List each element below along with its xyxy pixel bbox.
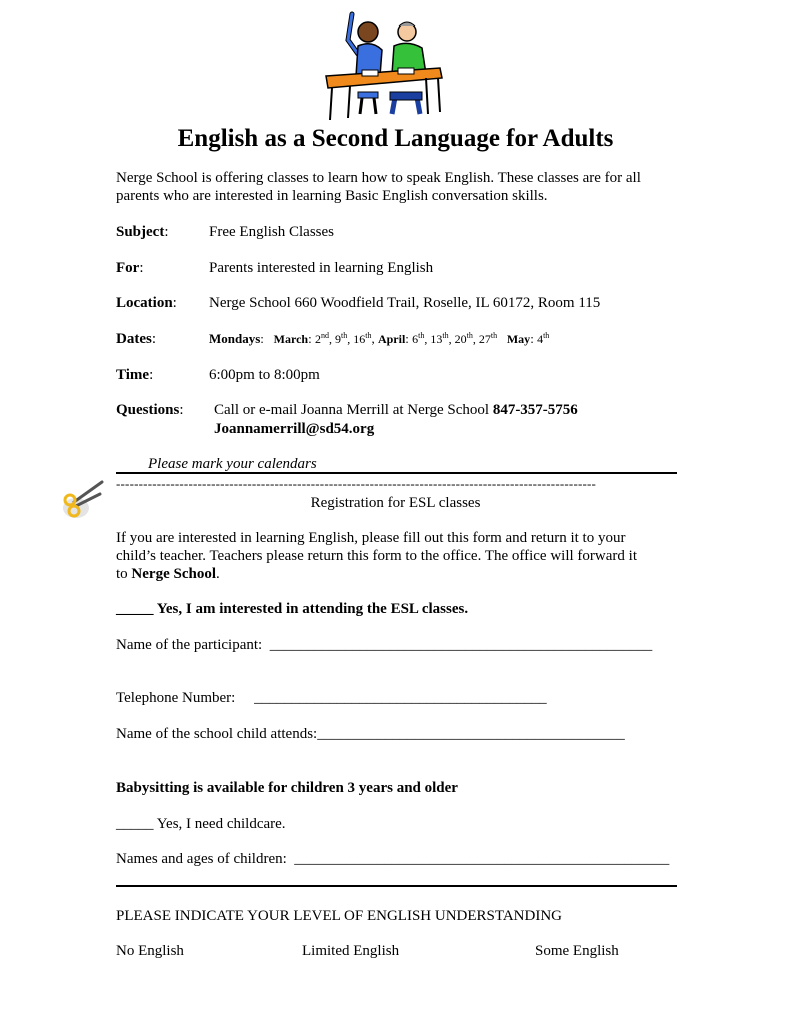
time-label: Time [116, 367, 150, 383]
questions-value [214, 401, 578, 419]
for-label: For [116, 260, 140, 276]
page-title: English as a Second Language for Adults [177, 125, 614, 152]
phone-label: Telephone Number: [116, 690, 236, 706]
registration-heading: Registration for ESL classes [310, 495, 481, 511]
level-option-none[interactable]: No English [116, 943, 184, 959]
date-item: 16th [353, 331, 372, 346]
subject-value: Free English Classes [209, 224, 334, 240]
calendar-note: Please mark your calendars [148, 456, 317, 472]
questions-text: Call or e-mail Joanna Merrill at Nerge School [214, 402, 490, 418]
dates-label: Dates [116, 331, 152, 347]
interest-text: Yes, I am interested in attending the ESL classes. [156, 601, 469, 617]
for-value: Parents interested in learning English [209, 260, 434, 276]
for-row: For: [116, 260, 144, 276]
time-row: Time: [116, 367, 154, 383]
instructions-line-3-pre: to [116, 566, 128, 582]
divider-top [116, 472, 677, 474]
level-option-limited[interactable]: Limited English [302, 943, 400, 959]
location-value: Nerge School 660 Woodfield Trail, Roselle, IL 60172, Room 115 [209, 295, 601, 311]
date-item: 9th [334, 331, 348, 346]
participant-label: Name of the participant: [116, 637, 263, 653]
participant-row [116, 636, 652, 654]
babysitting-note: Babysitting is available for children 3 years and older [116, 780, 458, 796]
dates-april-label: April [377, 332, 406, 346]
dates-march-list: 2nd, 9th, 16th [314, 331, 372, 346]
instructions-line-3-post: . [216, 566, 220, 582]
location-label: Location [116, 295, 173, 311]
phone-field[interactable]: _______________________________________ [254, 690, 547, 706]
questions-label: Questions [116, 402, 180, 418]
instructions-line-2: child’s teacher. Teachers please return this form to the office. The office will forward it [116, 548, 637, 564]
children-row [116, 850, 669, 868]
dates-may-label: May [506, 332, 531, 346]
time-value: 6:00pm to 8:00pm [209, 367, 320, 383]
subject-label: Subject [116, 224, 165, 240]
interest-row [116, 600, 468, 618]
cut-line: ---------------------------------------------------------------------------------------------------------- [116, 476, 597, 491]
date-item: 2nd [314, 331, 329, 346]
date-item: 20th [454, 331, 473, 346]
date-ordinal: nd [320, 331, 329, 340]
date-ordinal: th [365, 331, 372, 340]
dates-value: Mondays: March: 2nd, 9th, 16th, April: 6th, 13th, 20th, 27th May: 4th [209, 331, 550, 346]
subject-row: Subject: [116, 224, 169, 240]
intro-line-1: Nerge School is offering classes to learn how to speak English. These classes are for all [116, 170, 641, 186]
date-item: 6th [412, 331, 425, 346]
date-item: 27th [478, 331, 498, 346]
interest-blank[interactable]: _____ [116, 601, 154, 617]
childcare-blank[interactable]: _____ [116, 816, 154, 832]
participant-field[interactable]: ___________________________________________________ [269, 637, 653, 653]
date-ordinal: th [418, 331, 425, 340]
school-label: Name of the school child attends: [116, 726, 318, 742]
level-option-some[interactable]: Some English [535, 943, 619, 959]
dates-days-label: Mondays [209, 331, 261, 346]
intro-line-2: parents who are interested in learning Basic English conversation skills. [116, 188, 548, 204]
level-heading: PLEASE INDICATE YOUR LEVEL OF ENGLISH UNDERSTANDING [116, 908, 562, 924]
divider-bottom [116, 885, 677, 887]
dates-row: Dates: [116, 331, 156, 347]
questions-phone: 847-357-5756 [492, 402, 578, 418]
date-ordinal: th [442, 331, 449, 340]
date-ordinal: th [466, 331, 473, 340]
date-item: 13th [430, 331, 449, 346]
dates-march-label: March [273, 332, 309, 346]
school-name: Nerge School [131, 566, 216, 582]
dates-april-list: 6th, 13th, 20th, 27th [412, 331, 498, 346]
phone-row [116, 689, 547, 707]
questions-email: Joannamerrill@sd54.org [214, 421, 375, 437]
date-ordinal: th [543, 331, 550, 340]
childcare-text: Yes, I need childcare. [156, 816, 286, 832]
dates-may-list [537, 332, 549, 346]
date-ordinal: th [340, 331, 348, 340]
children-field[interactable]: __________________________________________________ [294, 851, 670, 867]
children-label: Names and ages of children: [116, 851, 287, 867]
date-item: 4th [537, 331, 550, 346]
school-field[interactable]: _________________________________________ [317, 726, 625, 742]
instructions-line-1: If you are interested in learning English, please fill out this form and return it to your [116, 530, 626, 546]
questions-row: Questions: [116, 402, 184, 418]
classroom-clipart [322, 10, 446, 122]
childcare-row [116, 815, 286, 833]
instructions-line-3 [116, 565, 220, 583]
date-ordinal: th [490, 331, 498, 340]
location-row: Location: [116, 295, 177, 311]
school-row [116, 725, 625, 743]
